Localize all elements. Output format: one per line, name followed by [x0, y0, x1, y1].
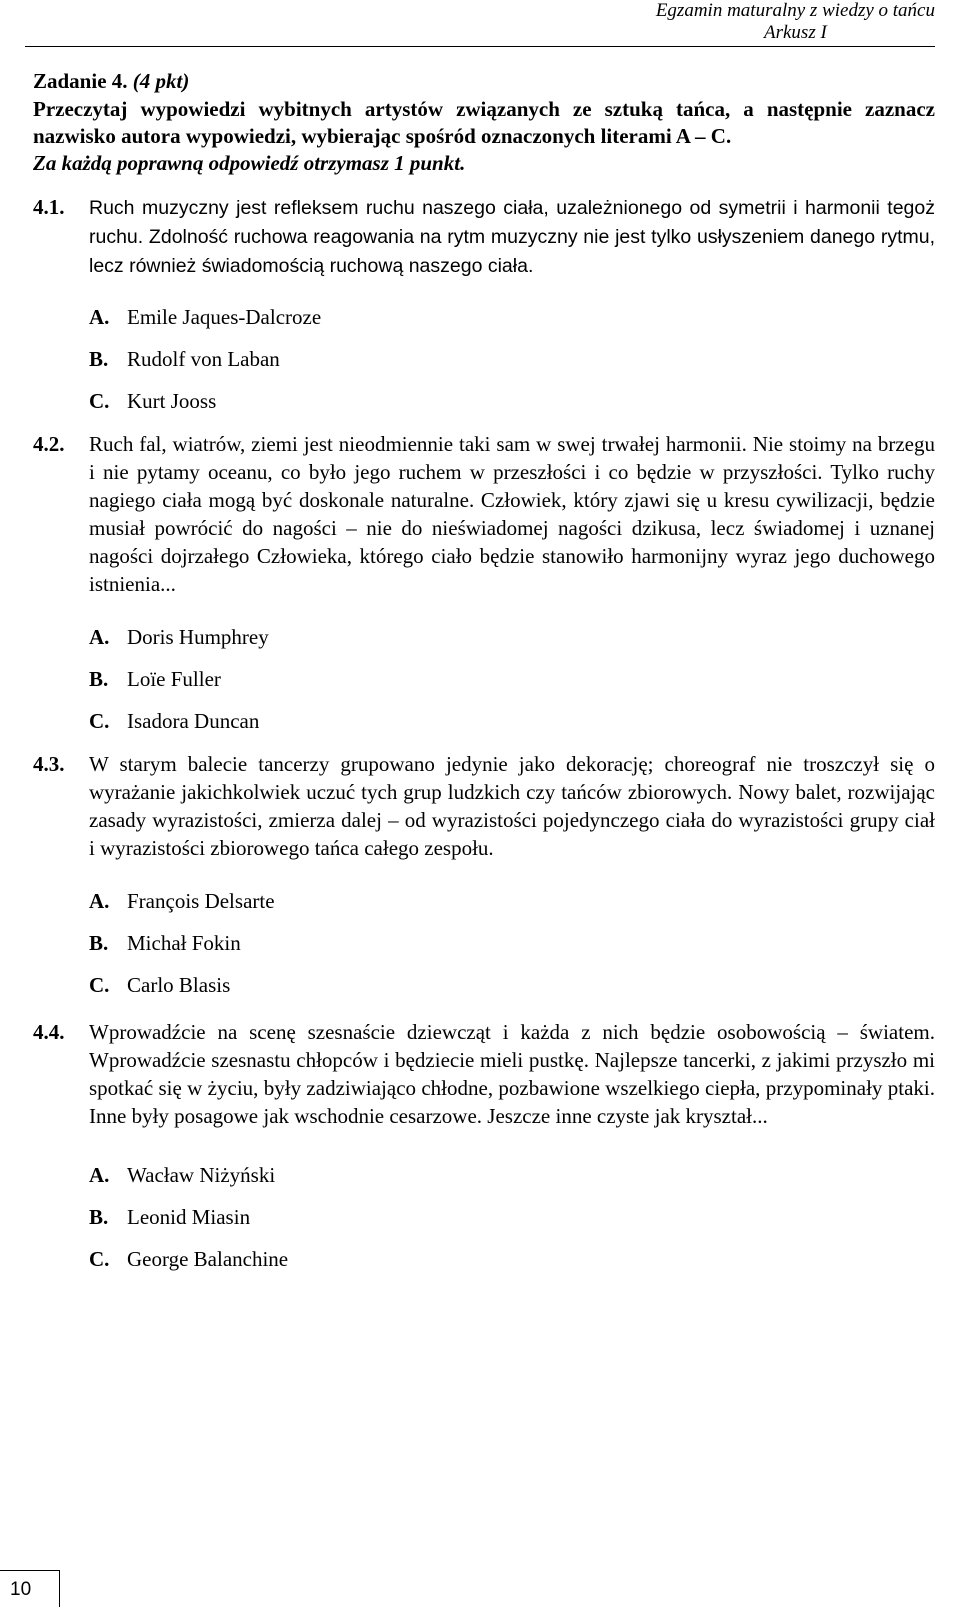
task-points: (4 pkt): [132, 69, 190, 93]
question-4-3: [33, 750, 935, 1006]
header-divider: [25, 46, 935, 47]
task-instruction: Przeczytaj wypowiedzi wybitnych artystów związanych ze sztuką tańca, a następnie zaznacz nazwisko autora wypowiedzi, wybierając spośród oznaczonych literami A – C.: [33, 97, 935, 148]
question-number: 4.4.: [33, 1020, 65, 1044]
question-number: 4.3.: [33, 752, 65, 776]
question-4-1: [33, 193, 935, 422]
option-c[interactable]: C. Carlo Blasis: [89, 973, 231, 997]
question-4-2: [33, 430, 935, 742]
option-c[interactable]: C. George Balanchine: [89, 1247, 289, 1271]
option-c[interactable]: C. Kurt Jooss: [89, 389, 217, 413]
answer-options: [89, 616, 935, 742]
page-header: [656, 0, 935, 44]
task-4: [33, 66, 935, 1280]
option-a[interactable]: A. Doris Humphrey: [89, 625, 269, 649]
page-number: 10: [10, 1579, 32, 1600]
question-text: [89, 193, 935, 280]
option-c[interactable]: C. Isadora Duncan: [89, 709, 260, 733]
answer-options: [89, 1154, 935, 1280]
option-b[interactable]: B. Michał Fokin: [89, 931, 241, 955]
option-b[interactable]: B. Rudolf von Laban: [89, 347, 280, 371]
option-a[interactable]: A. Wacław Niżyński: [89, 1163, 276, 1187]
question-quote: Ruch muzyczny jest refleksem ruchu naszego ciała, uzależnionego od symetrii i harmonii tegoż ruchu. Zdolność ruchowa reagowania na rytm muzyczny nie jest tylko usłyszeniem danego rytmu, lecz również świadomością ruchową naszego ciała.: [89, 197, 935, 277]
answer-options: [89, 880, 935, 1006]
question-quote: Ruch fal, wiatrów, ziemi jest nieodmiennie taki sam w swej trwałej harmonii. Nie stoimy na brzegu i nie pytamy oceanu, co było jego ruchem w przeszłości i co będzie w przyszłości. Tylko ruchy nagiego ciała mogą być doskonale naturalne. Człowiek, który zjawi się u kresu cywilizacji, będzie musiał powrócić do nagości – nie do nieświadomej nagości dzikusa, lecz świadomej i uznanej nagości dojrzałego Człowieka, którego ciało będzie stanowiło harmonijny wyraz jego duchowego istnienia...: [89, 432, 935, 596]
question-number: 4.2.: [33, 432, 65, 456]
header-exam-title: Egzamin maturalny z wiedzy o tańcu: [655, 0, 935, 21]
task-scoring-note: Za każdą poprawną odpowiedź otrzymasz 1 punkt.: [33, 151, 466, 175]
question-quote: W starym balecie tancerzy grupowano jedynie jako dekorację; choreograf nie troszczył się o wyrażanie jakichkolwiek uczuć tych grup ludzkich czy tańców zbiorowych. Nowy balet, rozwijając zasady wyrazistości, zmierza dalej – od wyrazistości pojedynczego ciała do wyrazistości grupy ciał i wyrazistości zbiorowego tańca całego zespołu.: [89, 752, 935, 860]
task-title: [33, 66, 935, 96]
answer-options: [89, 296, 935, 422]
question-quote: Wprowadźcie na scenę szesnaście dziewcząt i każda z nich będzie osobowością – światem. Wprowadźcie szesnastu chłopców i będziecie mieli pustkę. Najlepsze tancerki, z jakimi przyszło mi spotkać się w życiu, były zadziwiająco chłodne, pozbawione wszelkiego ciepła, przypominały ptaki. Inne były posagowe jak wschodnie cesarzowe. Jeszcze inne czyste jak kryształ...: [89, 1020, 935, 1128]
option-b[interactable]: B. Leonid Miasin: [89, 1205, 251, 1229]
task-number: Zadanie 4.: [33, 69, 128, 93]
option-a[interactable]: A. François Delsarte: [89, 889, 275, 913]
option-b[interactable]: B. Loïe Fuller: [89, 667, 221, 691]
question-4-4: [33, 1018, 935, 1280]
header-sheet: Arkusz I: [764, 22, 827, 43]
question-number: 4.1.: [33, 195, 65, 219]
page-number-box: [0, 1570, 60, 1607]
option-a[interactable]: A. Emile Jaques-Dalcroze: [89, 305, 322, 329]
